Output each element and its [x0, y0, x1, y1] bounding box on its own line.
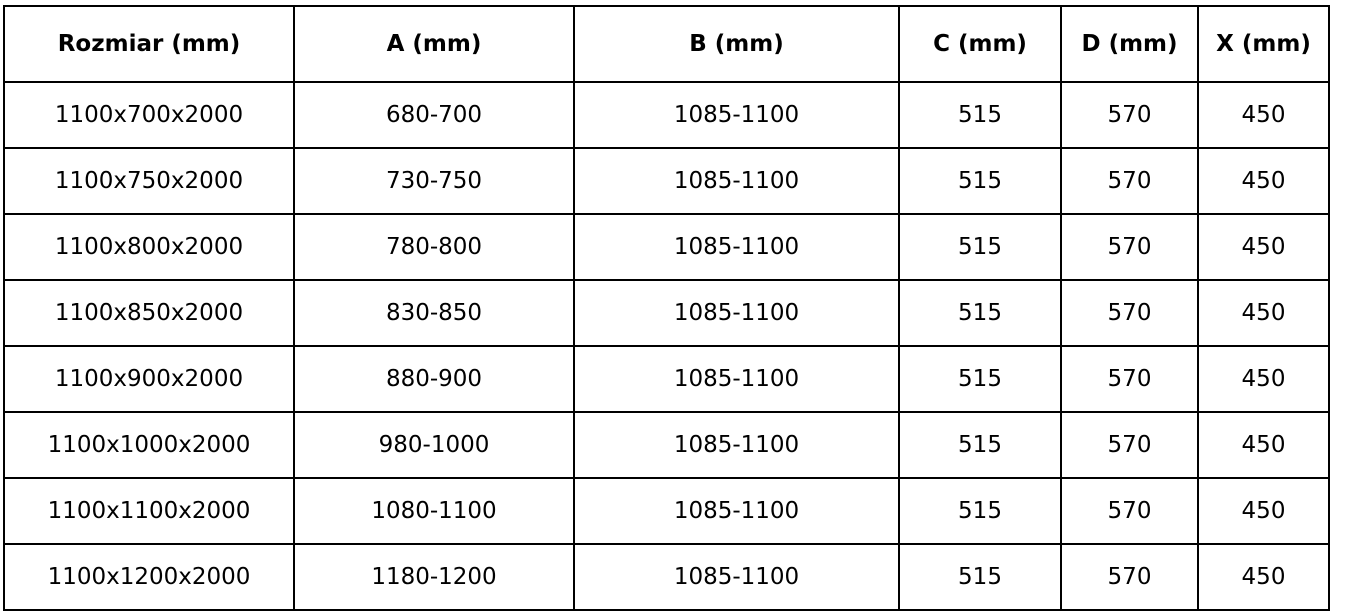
cell-c: 515	[899, 280, 1061, 346]
cell-b: 1085-1100	[574, 544, 899, 610]
cell-x: 450	[1198, 82, 1329, 148]
cell-d: 570	[1061, 544, 1198, 610]
cell-a: 730-750	[294, 148, 574, 214]
cell-a: 980-1000	[294, 412, 574, 478]
cell-x: 450	[1198, 148, 1329, 214]
cell-a: 780-800	[294, 214, 574, 280]
table-row	[4, 280, 1329, 346]
table-row	[4, 346, 1329, 412]
cell-d: 570	[1061, 478, 1198, 544]
column-header-c: C (mm)	[899, 6, 1061, 82]
cell-x: 450	[1198, 412, 1329, 478]
cell-x: 450	[1198, 280, 1329, 346]
cell-d: 570	[1061, 214, 1198, 280]
cell-size: 1100x850x2000	[4, 280, 294, 346]
cell-a: 1180-1200	[294, 544, 574, 610]
column-header-x: X (mm)	[1198, 6, 1329, 82]
cell-x: 450	[1198, 478, 1329, 544]
column-header-a: A (mm)	[294, 6, 574, 82]
table-row	[4, 148, 1329, 214]
table-row	[4, 412, 1329, 478]
cell-d: 570	[1061, 346, 1198, 412]
dimensions-table	[3, 5, 1330, 611]
cell-c: 515	[899, 148, 1061, 214]
cell-a: 880-900	[294, 346, 574, 412]
cell-d: 570	[1061, 82, 1198, 148]
cell-c: 515	[899, 82, 1061, 148]
cell-c: 515	[899, 346, 1061, 412]
cell-a: 680-700	[294, 82, 574, 148]
cell-c: 515	[899, 478, 1061, 544]
cell-size: 1100x1000x2000	[4, 412, 294, 478]
cell-d: 570	[1061, 148, 1198, 214]
table-row	[4, 214, 1329, 280]
column-header-size: Rozmiar (mm)	[4, 6, 294, 82]
cell-size: 1100x750x2000	[4, 148, 294, 214]
cell-size: 1100x700x2000	[4, 82, 294, 148]
column-header-b: B (mm)	[574, 6, 899, 82]
cell-size: 1100x1200x2000	[4, 544, 294, 610]
cell-size: 1100x800x2000	[4, 214, 294, 280]
cell-b: 1085-1100	[574, 346, 899, 412]
table-row	[4, 478, 1329, 544]
table-header	[4, 6, 1329, 82]
table-row	[4, 544, 1329, 610]
cell-b: 1085-1100	[574, 148, 899, 214]
cell-b: 1085-1100	[574, 82, 899, 148]
cell-b: 1085-1100	[574, 412, 899, 478]
cell-x: 450	[1198, 346, 1329, 412]
column-header-d: D (mm)	[1061, 6, 1198, 82]
cell-c: 515	[899, 214, 1061, 280]
cell-size: 1100x1100x2000	[4, 478, 294, 544]
cell-c: 515	[899, 412, 1061, 478]
table-row	[4, 82, 1329, 148]
cell-a: 1080-1100	[294, 478, 574, 544]
cell-d: 570	[1061, 412, 1198, 478]
cell-d: 570	[1061, 280, 1198, 346]
table-body	[4, 82, 1329, 610]
cell-x: 450	[1198, 214, 1329, 280]
cell-b: 1085-1100	[574, 478, 899, 544]
cell-c: 515	[899, 544, 1061, 610]
cell-b: 1085-1100	[574, 214, 899, 280]
cell-a: 830-850	[294, 280, 574, 346]
cell-x: 450	[1198, 544, 1329, 610]
header-row	[4, 6, 1329, 82]
cell-b: 1085-1100	[574, 280, 899, 346]
cell-size: 1100x900x2000	[4, 346, 294, 412]
